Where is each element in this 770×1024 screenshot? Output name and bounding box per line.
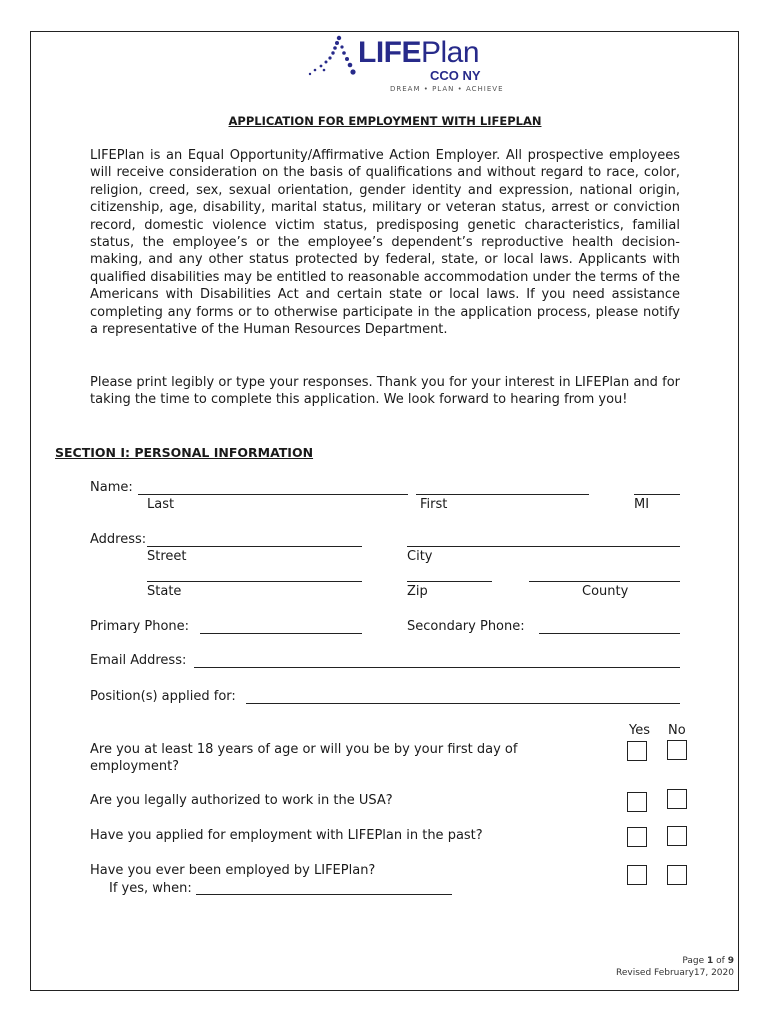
- middle-initial-field[interactable]: [634, 494, 680, 495]
- question-employed-before: Have you ever been employed by LIFEPlan?: [90, 863, 376, 878]
- street-field[interactable]: [147, 546, 362, 547]
- age-no-checkbox[interactable]: [667, 740, 687, 760]
- position-field[interactable]: [246, 703, 680, 704]
- last-caption: Last: [147, 497, 175, 512]
- primary-phone-label: Primary Phone:: [90, 619, 190, 634]
- applied-yes-checkbox[interactable]: [627, 827, 647, 847]
- question-applied-before: Have you applied for employment with LIFEPlan in the past?: [90, 828, 483, 843]
- email-field[interactable]: [194, 667, 680, 668]
- zip-field[interactable]: [407, 581, 492, 582]
- page-number: Page 1 of 9: [682, 956, 734, 966]
- logo-wordmark: LIFEPlan: [358, 36, 480, 69]
- revision-date: Revised February17, 2020: [616, 968, 734, 978]
- secondary-phone-field[interactable]: [539, 633, 680, 634]
- section-heading: SECTION I: PERSONAL INFORMATION: [55, 445, 314, 460]
- address-label: Address:: [90, 532, 147, 547]
- zip-caption: Zip: [407, 584, 428, 599]
- employed-yes-checkbox[interactable]: [627, 865, 647, 885]
- question-work-authorization: Are you legally authorized to work in the USA?: [90, 793, 393, 808]
- secondary-phone-label: Secondary Phone:: [407, 619, 525, 634]
- eeo-statement: LIFEPlan is an Equal Opportunity/Affirmative Action Employer. All prospective employees will receive consideration on the basis of qualifications and without regard to race, color, religion, creed, sex, sexual orientation, gender identity and expression, national origin, citizenship, age, disability, marital status, military or veteran status, arrest or conviction record, domestic violence victim status, predisposing genetic characteristics, familial status, the employee’s or the employee’s dependent’s reproductive health decision-making, and any other status protected by federal, state, or local laws. Applicants with qualified disabilities may be entitled to reasonable accommodation under the terms of the Americans with Disabilities Act and certain state or local laws. If you need assistance completing any forms or to otherwise participate in the application process, please notify a representative of the Human Resources Department.: [90, 148, 680, 338]
- first-name-field[interactable]: [416, 494, 589, 495]
- street-caption: Street: [147, 549, 187, 564]
- county-field[interactable]: [529, 581, 680, 582]
- mi-caption: MI: [634, 497, 650, 512]
- question-age: Are you at least 18 years of age or will you be by your first day of employment?: [90, 742, 518, 774]
- logo-subtitle: CCO NY: [430, 68, 481, 83]
- authorized-yes-checkbox[interactable]: [627, 792, 647, 812]
- first-caption: First: [420, 497, 448, 512]
- state-caption: State: [147, 584, 182, 599]
- position-label: Position(s) applied for:: [90, 689, 236, 704]
- last-name-field[interactable]: [138, 494, 408, 495]
- name-label: Name:: [90, 480, 133, 495]
- authorized-no-checkbox[interactable]: [667, 789, 687, 809]
- state-field[interactable]: [147, 581, 362, 582]
- no-header: No: [668, 723, 686, 738]
- applied-no-checkbox[interactable]: [667, 826, 687, 846]
- employed-no-checkbox[interactable]: [667, 865, 687, 885]
- employment-dates-field[interactable]: [196, 894, 452, 895]
- county-caption: County: [582, 584, 629, 599]
- lifeplan-logo-icon: [306, 34, 358, 80]
- instructions-paragraph: Please print legibly or type your responses. Thank you for your interest in LIFEPlan and for taking the time to complete this application. We look forward to hearing from you!: [90, 375, 680, 408]
- email-label: Email Address:: [90, 653, 187, 668]
- primary-phone-field[interactable]: [200, 633, 362, 634]
- city-caption: City: [407, 549, 433, 564]
- city-field[interactable]: [407, 546, 680, 547]
- age-yes-checkbox[interactable]: [627, 741, 647, 761]
- page-title: APPLICATION FOR EMPLOYMENT WITH LIFEPLAN: [228, 114, 542, 128]
- logo-tagline: DREAM • PLAN • ACHIEVE: [390, 85, 504, 93]
- if-yes-when-label: If yes, when:: [109, 881, 192, 896]
- yes-header: Yes: [629, 723, 650, 738]
